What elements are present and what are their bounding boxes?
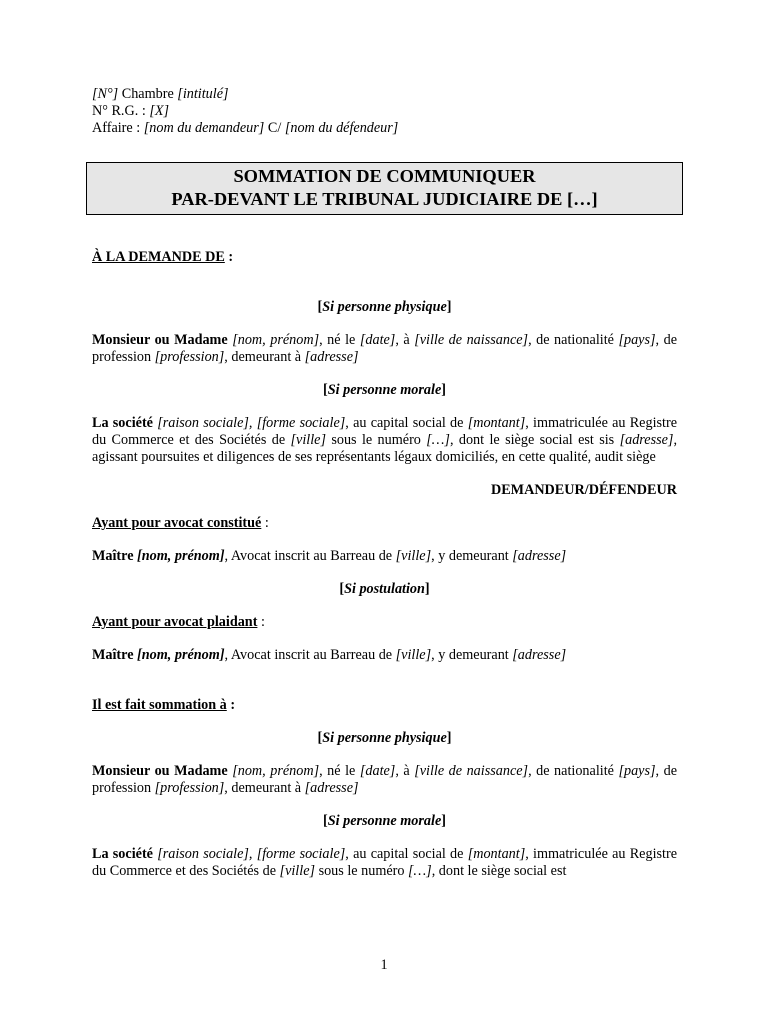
document-title-box xyxy=(86,162,683,215)
rg-label: N° R.G. : xyxy=(92,103,150,119)
sommation-morale-label: [Si personne morale] xyxy=(323,813,446,829)
sommation-morale-paragraph: La société [raison sociale], [forme sociale], au capital social de [montant], immatriculée au Registre du Commerce et des Sociétés de [ville] sous le numéro […], dont le siège social est xyxy=(92,846,677,879)
sommation-physique-paragraph: Monsieur ou Madame [nom, prénom], né le [date], à [ville de naissance], de nationalité [pays], de profession [profession], demeurant à [adresse] xyxy=(92,763,677,796)
sommation-heading: Il est fait sommation à : xyxy=(92,697,236,713)
avocat-constitue-heading: Ayant pour avocat constitué : xyxy=(92,515,269,531)
document-title-line2: PAR-DEVANT LE TRIBUNAL JUDICIAIRE DE […] xyxy=(171,189,598,209)
affaire-label: Affaire : xyxy=(92,120,144,136)
header-chamber xyxy=(92,86,677,103)
chamber-text: Chambre xyxy=(118,86,178,102)
affaire-defendeur: [nom du défendeur] xyxy=(284,120,399,136)
demande-heading: À LA DEMANDE DE : xyxy=(92,249,234,265)
header-rg xyxy=(92,103,677,120)
chamber-number: [N°] xyxy=(92,86,119,102)
maitre-plaidant-paragraph: Maître [nom, prénom], Avocat inscrit au Barreau de [ville], y demeurant [adresse] xyxy=(92,647,567,663)
affaire-contre: C/ xyxy=(264,120,285,136)
role-label: DEMANDEUR/DÉFENDEUR xyxy=(490,482,677,498)
page-number: 1 xyxy=(380,957,388,973)
demande-morale-paragraph: La société [raison sociale], [forme sociale], au capital social de [montant], immatriculée au Registre du Commerce et des Sociétés de [ville] sous le numéro […], dont le siège social est sis [adresse], agissant poursuites et diligences de ses représentants légaux domiciliés, en cette qualité, audit siège xyxy=(92,415,677,465)
maitre-constitue-paragraph: Maître [nom, prénom], Avocat inscrit au Barreau de [ville], y demeurant [adresse] xyxy=(92,548,567,564)
demande-physique-paragraph: Monsieur ou Madame [nom, prénom], né le [date], à [ville de naissance], de nationalité [pays], de profession [profession], demeurant à [adresse] xyxy=(92,332,677,365)
avocat-plaidant-heading: Ayant pour avocat plaidant : xyxy=(92,614,265,630)
affaire-demandeur: [nom du demandeur] xyxy=(143,120,265,136)
demande-morale-label: [Si personne morale] xyxy=(323,382,446,398)
document-title-line1: SOMMATION DE COMMUNIQUER xyxy=(233,166,536,186)
header-affaire xyxy=(92,120,677,137)
postulation-label: [Si postulation] xyxy=(339,581,430,597)
chamber-title: [intitulé] xyxy=(177,86,229,102)
sommation-physique-label: [Si personne physique] xyxy=(317,730,452,746)
rg-value: [X] xyxy=(149,103,170,119)
document-page xyxy=(92,86,677,880)
demande-physique-label: [Si personne physique] xyxy=(317,299,452,315)
